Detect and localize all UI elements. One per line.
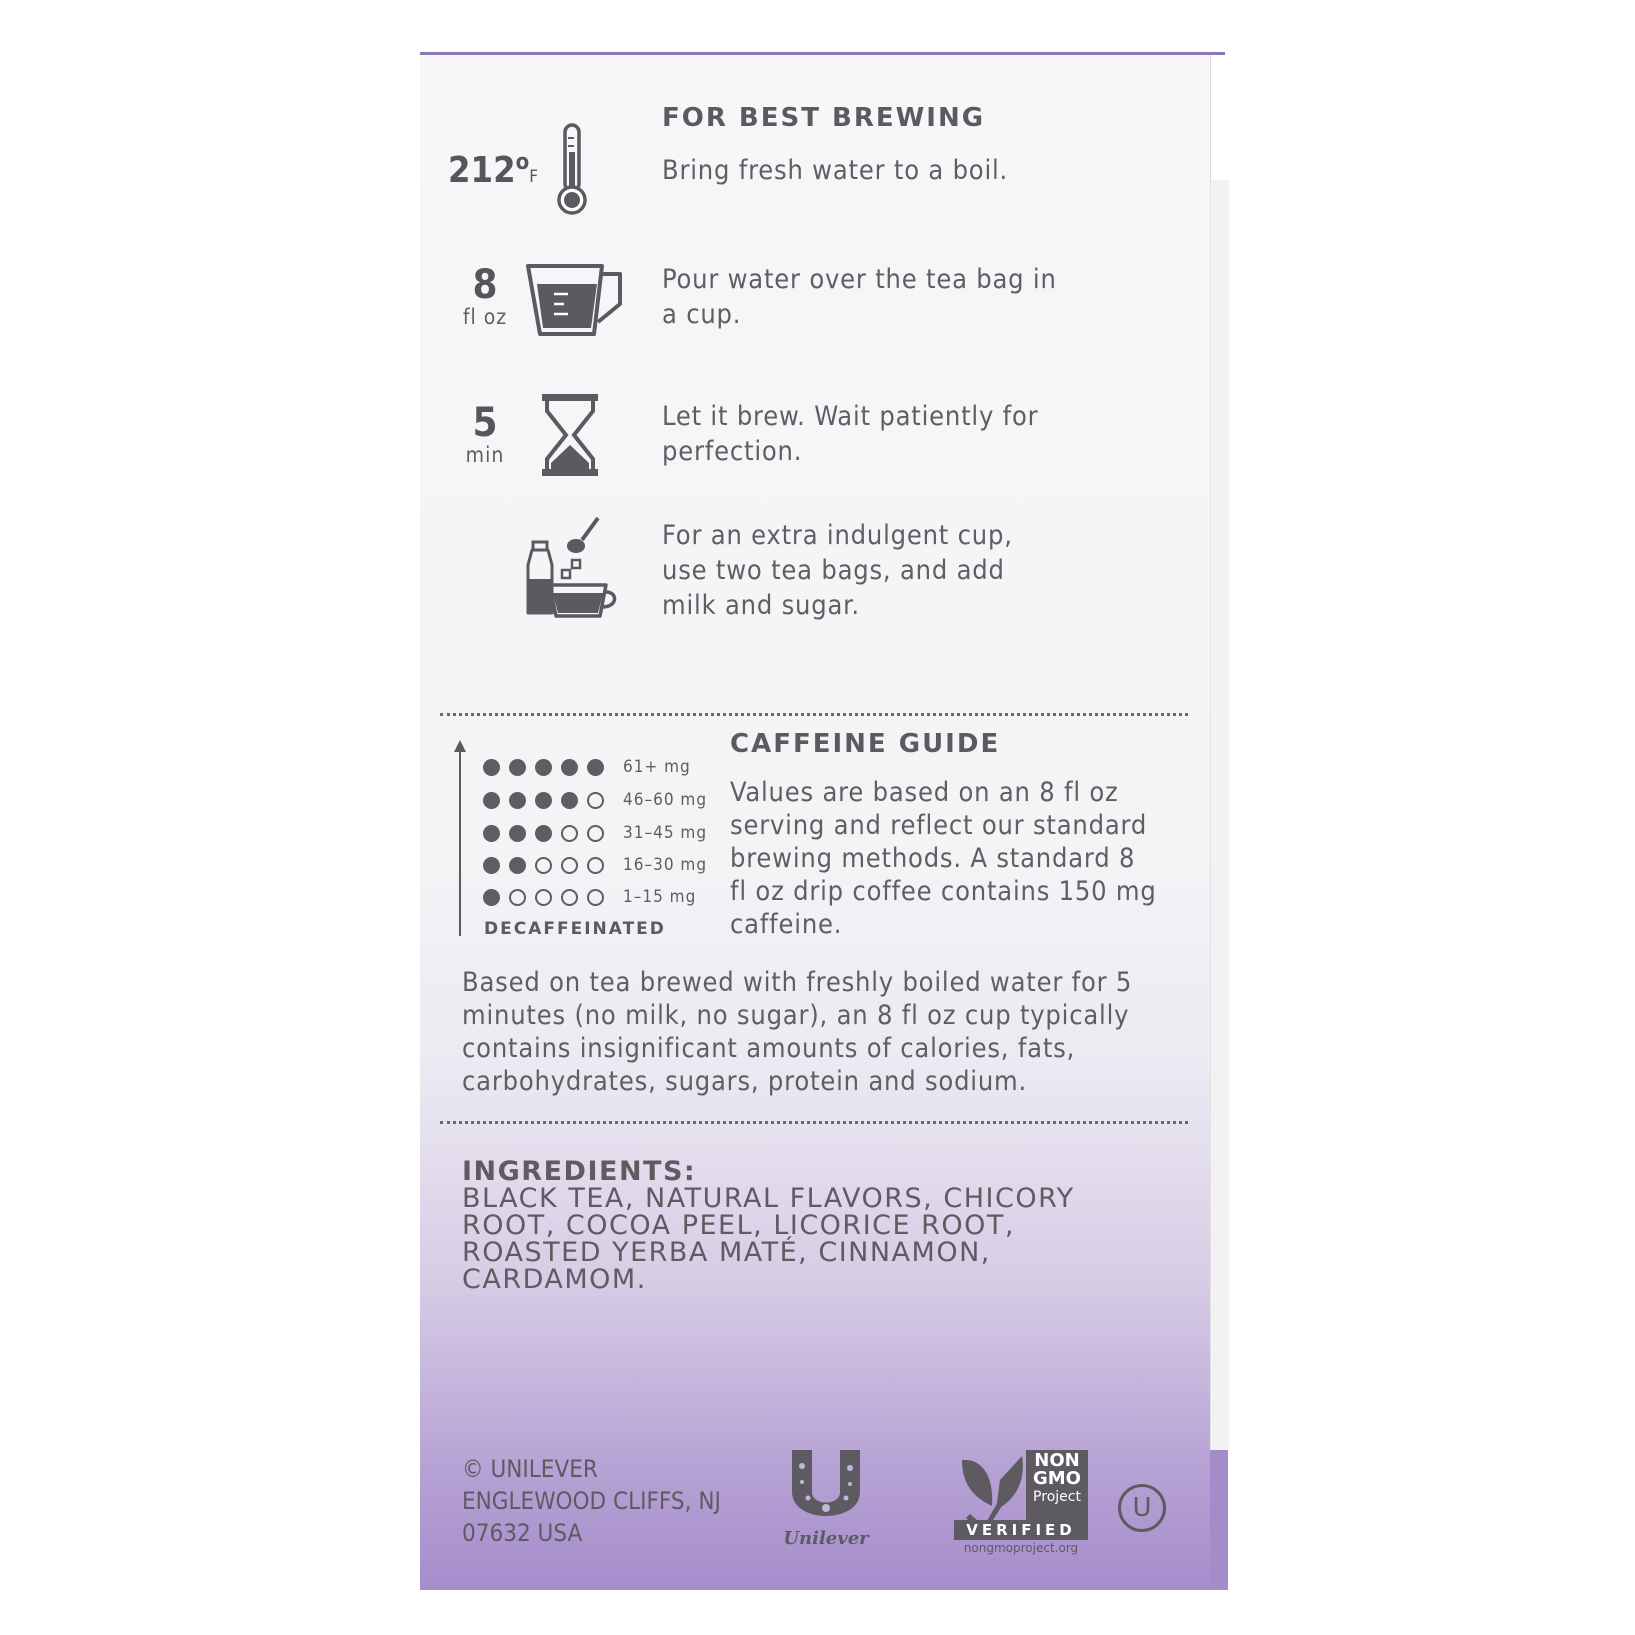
address-line-1: ENGLEWOOD CLIFFS, NJ <box>462 1487 721 1515</box>
kosher-symbol: U <box>1118 1484 1166 1532</box>
caffeine-heading: CAFFEINE GUIDE <box>730 729 1001 759</box>
step-1-text: Bring fresh water to a boil. <box>662 155 1009 186</box>
time-unit: min <box>465 443 505 467</box>
brewing-heading: FOR BEST BREWING <box>662 103 986 133</box>
caffeine-level-1: 1–15 mg <box>483 885 696 909</box>
caffeine-level-3: 31–45 mg <box>483 821 707 845</box>
measuring-cup-icon <box>524 262 626 338</box>
time-value: 5 <box>472 400 498 446</box>
ingredients-heading: INGREDIENTS: <box>462 1156 697 1187</box>
caffeine-level-5: 61+ mg <box>483 755 691 779</box>
nutrition-note: Based on tea brewed with freshly boiled water for 5 minutes (no milk, no sugar), an 8 fl oz cup typically contains insignificant amounts of calories, fats, carbohydrates, sugars, protein and sodium. <box>462 967 1133 1097</box>
caffeine-level-4: 46–60 mg <box>483 788 707 812</box>
non-gmo-seal: NON GMO Project VERIFIED nongmoproject.org <box>954 1450 1089 1550</box>
temperature-value: 212$^o$F <box>448 150 539 191</box>
divider <box>440 1121 1188 1124</box>
box-flap-top <box>1210 55 1229 185</box>
box-flap-side <box>1210 180 1229 1450</box>
box-flap-bottom <box>1210 1450 1228 1590</box>
milk-sugar-cup-icon <box>526 515 618 621</box>
volume-unit: fl oz <box>462 305 508 329</box>
decaf-label: DECAFFEINATED <box>484 919 666 939</box>
caffeine-level-2: 16–30 mg <box>483 853 707 877</box>
hourglass-icon <box>540 393 600 477</box>
address-line-2: 07632 USA <box>462 1519 583 1547</box>
caffeine-description: Values are based on an 8 fl oz serving and reflect our standard brewing methods. A standard 8 fl oz drip coffee contains 150 mg caffeine. <box>730 777 1157 940</box>
arrow-up-icon <box>452 738 468 938</box>
step-4-text: For an extra indulgent cup, use two tea bags, and add milk and sugar. <box>662 520 1013 621</box>
unilever-logo-text: Unilever <box>783 1528 869 1549</box>
copyright: © UNILEVER <box>462 1455 598 1483</box>
volume-value: 8 <box>472 262 498 308</box>
divider <box>440 713 1188 716</box>
butterfly-leaf-icon <box>954 1450 1034 1530</box>
unilever-logo-icon <box>788 1446 864 1540</box>
thermometer-icon <box>554 122 590 218</box>
step-2-text: Pour water over the tea bag in a cup. <box>662 264 1057 330</box>
step-3-text: Let it brew. Wait patiently for perfection. <box>662 401 1039 467</box>
ingredients-list: BLACK TEA, NATURAL FLAVORS, CHICORY ROOT, COCOA PEEL, LICORICE ROOT, ROASTED YERBA MATÉ, CINNAMON, CARDAMOM. <box>462 1183 1075 1295</box>
